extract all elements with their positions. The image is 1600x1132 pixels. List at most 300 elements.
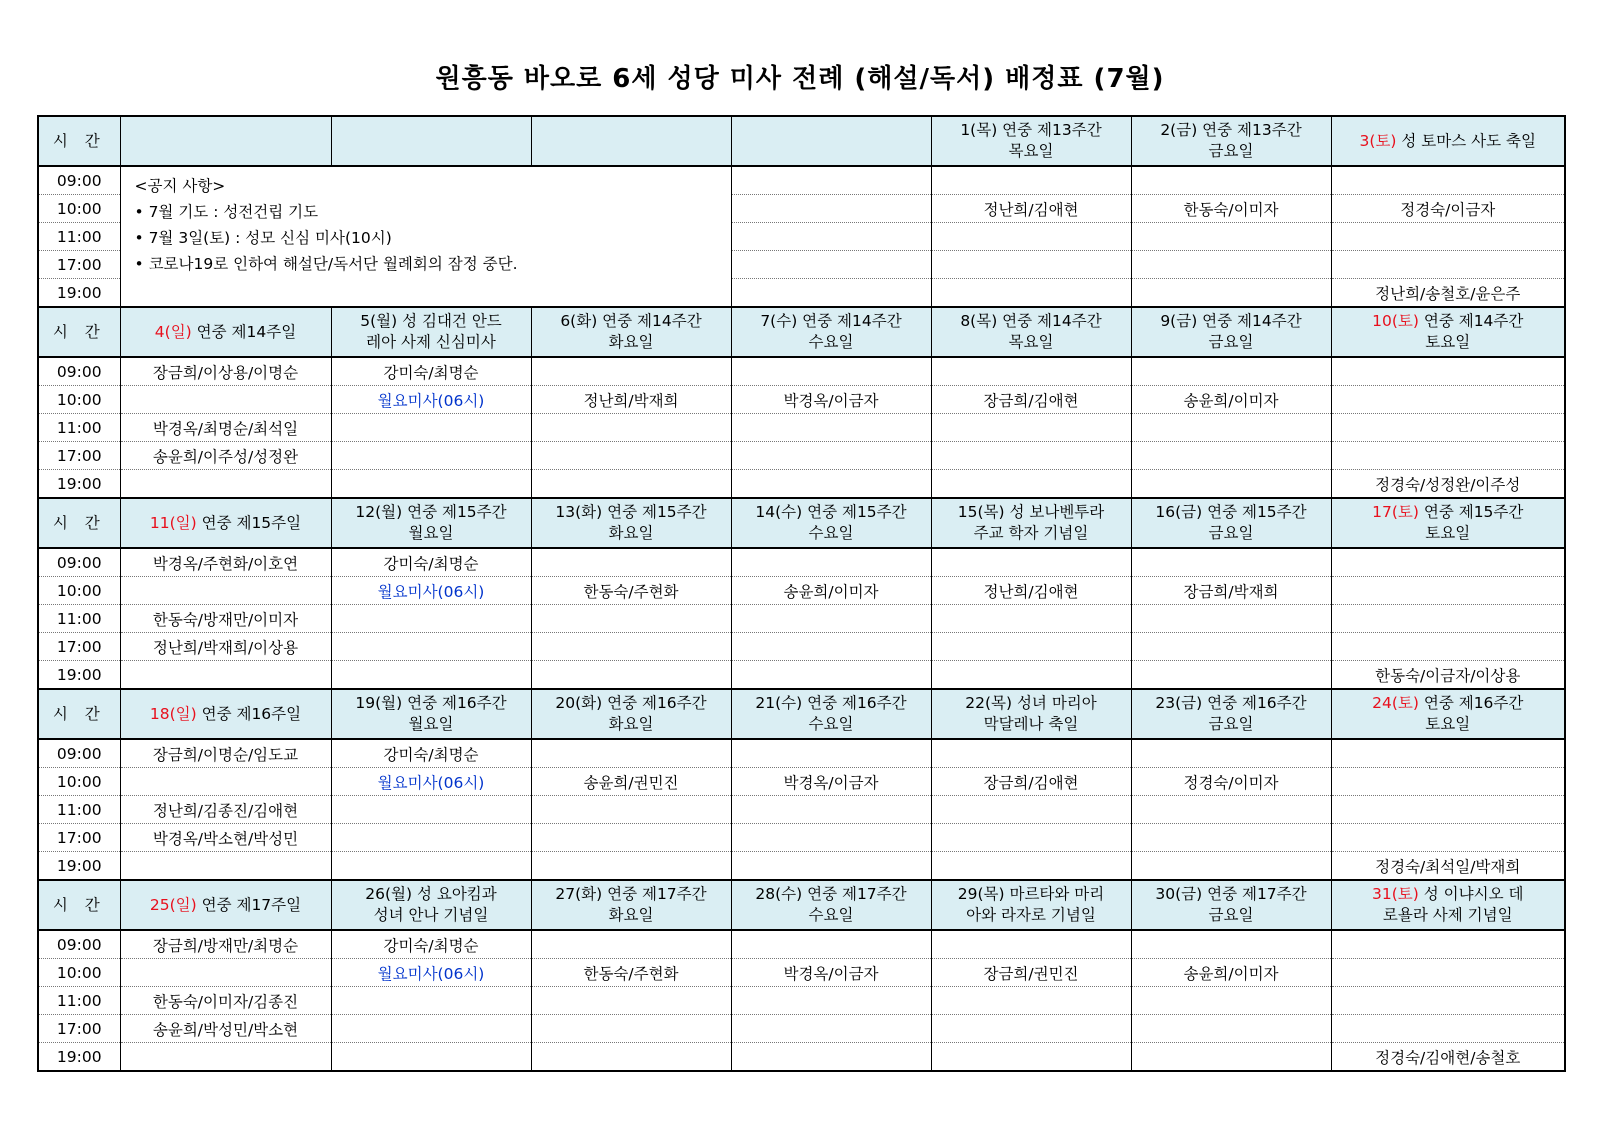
schedule-cell (120, 470, 331, 499)
schedule-cell (1331, 768, 1565, 796)
schedule-cell (931, 223, 1131, 251)
sunday-header (120, 880, 331, 930)
time-label: 09:00 (56, 553, 102, 572)
schedule-cell (331, 386, 531, 414)
sunday-date: 18(일) (149, 704, 197, 723)
time-label: 17:00 (56, 637, 102, 656)
schedule-cell (1331, 195, 1565, 223)
assignment: 장금희/김애현 (983, 391, 1079, 410)
header-line1: 5(월) 성 김대건 안드 (360, 312, 502, 330)
schedule-cell (531, 852, 731, 881)
time-label: 17:00 (56, 828, 102, 847)
schedule-cell (731, 470, 931, 499)
time-cell (38, 1043, 120, 1072)
assignment: 정난희/김애현 (983, 582, 1079, 601)
time-cell (38, 251, 120, 279)
schedule-cell (731, 930, 931, 959)
header-line2: 화요일 (608, 715, 654, 733)
header-line1: 26(월) 성 요아킴과 (365, 885, 497, 903)
schedule-cell (1331, 223, 1565, 251)
schedule-cell (931, 605, 1131, 633)
sunday-header (120, 307, 331, 357)
schedule-cell (1331, 987, 1565, 1015)
schedule-cell (931, 987, 1131, 1015)
assignment: 박경옥/주현화/이호연 (152, 554, 299, 573)
schedule-cell (531, 824, 731, 852)
schedule-cell (731, 386, 931, 414)
notice-item: • 코로나19로 인하여 해설단/독서단 월례회의 잠정 중단. (134, 255, 518, 273)
schedule-cell (531, 1043, 731, 1072)
schedule-cell (1131, 470, 1331, 499)
schedule-cell (120, 824, 331, 852)
schedule-cell (931, 470, 1131, 499)
header-line1: 29(목) 마르타와 마리 (957, 885, 1105, 903)
header-line2: 월요일 (408, 715, 454, 733)
time-label: 10:00 (56, 581, 102, 600)
saturday-date: 10(토) (1372, 312, 1419, 330)
sunday-title: 연중 제14주일 (191, 322, 297, 341)
saturday-header (1331, 116, 1565, 166)
assignment: 강미숙/최명순 (383, 363, 479, 382)
day-header (331, 498, 531, 548)
day-header (731, 689, 931, 739)
schedule-cell (1331, 386, 1565, 414)
schedule-cell (1331, 357, 1565, 386)
schedule-cell (931, 633, 1131, 661)
day-header (931, 689, 1131, 739)
schedule-cell (531, 414, 731, 442)
schedule-cell (1131, 930, 1331, 959)
schedule-cell (1331, 470, 1565, 499)
schedule-cell (1331, 824, 1565, 852)
schedule-cell (531, 930, 731, 959)
schedule-cell (331, 796, 531, 824)
schedule-cell (331, 470, 531, 499)
schedule-cell (1131, 796, 1331, 824)
time-cell (38, 852, 120, 881)
schedule-cell (1331, 739, 1565, 768)
schedule-cell (331, 739, 531, 768)
schedule-cell (120, 357, 331, 386)
header-line2: 수요일 (808, 715, 854, 733)
assignment: 한동숙/주현화 (583, 964, 679, 983)
schedule-cell (1131, 1015, 1331, 1043)
time-label: 17:00 (56, 1019, 102, 1038)
header-line2: 아와 라자로 기념일 (966, 906, 1096, 924)
schedule-cell (1131, 195, 1331, 223)
schedule-cell (1131, 605, 1331, 633)
time-label: 17:00 (56, 446, 102, 465)
schedule-cell (120, 633, 331, 661)
schedule-cell (531, 633, 731, 661)
schedule-cell (120, 987, 331, 1015)
schedule-cell (731, 166, 931, 195)
assignment: 정경숙/김애현/송철호 (1375, 1048, 1521, 1067)
assignment: 송윤희/이미자 (783, 582, 879, 601)
empty-header-cell (120, 116, 331, 166)
schedule-cell (531, 470, 731, 499)
schedule-cell (731, 357, 931, 386)
sunday-title: 연중 제15주일 (196, 513, 302, 532)
sunday-date: 4(일) (154, 322, 192, 341)
schedule-cell (731, 414, 931, 442)
schedule-cell (1131, 166, 1331, 195)
day-header (931, 307, 1131, 357)
header-line1: 15(목) 성 보나벤투라 (957, 503, 1105, 521)
schedule-cell (1331, 414, 1565, 442)
assignment: 정경숙/이금자 (1400, 200, 1496, 219)
assignment: 정난희/김애현 (983, 200, 1079, 219)
schedule-cell (120, 1043, 331, 1072)
header-line2: 화요일 (608, 524, 654, 542)
header-line1: 14(수) 연중 제15주간 (755, 503, 907, 521)
schedule-cell (120, 959, 331, 987)
header-line2: 로욜라 사제 기념일 (1382, 906, 1513, 924)
schedule-cell (120, 414, 331, 442)
schedule-cell (331, 357, 531, 386)
schedule-cell (931, 852, 1131, 881)
schedule-cell (1131, 577, 1331, 605)
header-line2: 금요일 (1208, 715, 1254, 733)
schedule-cell (931, 1043, 1131, 1072)
time-cell (38, 357, 120, 386)
notice-item: • 7월 3일(토) : 성모 신심 미사(10시) (134, 229, 392, 247)
header-line2: 금요일 (1208, 333, 1254, 351)
header-line2: 목요일 (1008, 333, 1054, 351)
time-header-label: 시 간 (52, 704, 106, 723)
schedule-cell (531, 577, 731, 605)
empty-header-cell (731, 116, 931, 166)
day-header (331, 689, 531, 739)
empty-header-cell (531, 116, 731, 166)
notice-item: • 7월 기도 : 성전건립 기도 (134, 203, 319, 221)
sunday-title: 연중 제16주일 (196, 704, 302, 723)
assignment: 박경옥/이금자 (783, 773, 879, 792)
header-line2: 목요일 (1008, 142, 1054, 160)
schedule-cell (931, 768, 1131, 796)
schedule-table (37, 115, 1566, 1072)
schedule-cell (1331, 442, 1565, 470)
schedule-cell (731, 768, 931, 796)
day-header (331, 307, 531, 357)
time-cell (38, 414, 120, 442)
assignment: 박경옥/이금자 (783, 964, 879, 983)
schedule-cell (331, 605, 531, 633)
assignment: 박경옥/이금자 (783, 391, 879, 410)
saturday-title: 연중 제16주간 (1418, 694, 1524, 712)
time-cell (38, 768, 120, 796)
sunday-date: 11(일) (149, 513, 197, 532)
assignment: 강미숙/최명순 (383, 936, 479, 955)
header-line2: 금요일 (1208, 906, 1254, 924)
schedule-cell (931, 661, 1131, 690)
header-line2: 화요일 (608, 333, 654, 351)
assignment: 장금희/권민진 (983, 964, 1079, 983)
header-line1: 1(목) 연중 제13주간 (960, 121, 1102, 139)
schedule-cell (1131, 548, 1331, 577)
header-line1: 23(금) 연중 제16주간 (1155, 694, 1307, 712)
time-cell (38, 796, 120, 824)
time-label: 11:00 (56, 609, 102, 628)
day-header (931, 880, 1131, 930)
schedule-cell (331, 633, 531, 661)
time-header (38, 307, 120, 357)
schedule-cell (531, 739, 731, 768)
time-header (38, 880, 120, 930)
schedule-cell (331, 1015, 531, 1043)
day-header (1131, 689, 1331, 739)
schedule-cell (731, 796, 931, 824)
assignment: 장금희/이명순/임도교 (152, 745, 299, 764)
schedule-cell (331, 930, 531, 959)
header-line1: 6(화) 연중 제14주간 (560, 312, 702, 330)
schedule-cell (931, 251, 1131, 279)
schedule-cell (331, 768, 531, 796)
assignment: 정난희/박재희/이상용 (152, 638, 299, 657)
schedule-cell (931, 796, 1131, 824)
time-cell (38, 1015, 120, 1043)
monday-mass-note: 월요미사(06시) (377, 964, 485, 983)
time-cell (38, 470, 120, 499)
schedule-cell (731, 251, 931, 279)
header-line2: 금요일 (1208, 524, 1254, 542)
header-line2: 금요일 (1208, 142, 1254, 160)
schedule-cell (1331, 852, 1565, 881)
header-line1: 13(화) 연중 제15주간 (555, 503, 707, 521)
schedule-cell (1331, 633, 1565, 661)
header-line1: 8(목) 연중 제14주간 (960, 312, 1102, 330)
schedule-cell (1131, 251, 1331, 279)
schedule-cell (1331, 796, 1565, 824)
sunday-header (120, 689, 331, 739)
schedule-cell (731, 739, 931, 768)
assignment: 송윤희/이주성/성정완 (152, 447, 299, 466)
schedule-cell (931, 357, 1131, 386)
schedule-cell (731, 1043, 931, 1072)
time-cell (38, 548, 120, 577)
schedule-cell (731, 605, 931, 633)
notice-heading: <공지 사항> (134, 177, 226, 195)
schedule-cell (931, 166, 1131, 195)
schedule-cell (1331, 577, 1565, 605)
assignment: 박경옥/최명순/최석일 (152, 419, 299, 438)
schedule-cell (731, 987, 931, 1015)
schedule-cell (1131, 824, 1331, 852)
day-header (1131, 307, 1331, 357)
schedule-cell (731, 279, 931, 308)
time-label: 19:00 (56, 474, 102, 493)
schedule-cell (731, 223, 931, 251)
schedule-cell (1131, 633, 1331, 661)
monday-mass-note: 월요미사(06시) (377, 773, 485, 792)
schedule-cell (120, 442, 331, 470)
schedule-cell (1131, 852, 1331, 881)
schedule-cell (731, 548, 931, 577)
header-line2: 월요일 (408, 524, 454, 542)
header-line1: 9(금) 연중 제14주간 (1160, 312, 1302, 330)
time-label: 19:00 (56, 665, 102, 684)
time-cell (38, 930, 120, 959)
monday-mass-note: 월요미사(06시) (377, 582, 485, 601)
schedule-cell (731, 442, 931, 470)
time-label: 10:00 (56, 772, 102, 791)
sunday-date: 25(일) (149, 895, 197, 914)
time-cell (38, 959, 120, 987)
schedule-cell (731, 824, 931, 852)
schedule-cell (931, 548, 1131, 577)
schedule-cell (531, 768, 731, 796)
schedule-cell (120, 768, 331, 796)
schedule-cell (1131, 279, 1331, 308)
schedule-cell (931, 577, 1131, 605)
time-cell (38, 605, 120, 633)
header-line1: 20(화) 연중 제16주간 (555, 694, 707, 712)
assignment: 한동숙/이미자/김종진 (152, 992, 299, 1011)
assignment: 정경숙/최석일/박재희 (1375, 857, 1521, 876)
schedule-cell (1131, 442, 1331, 470)
assignment: 장금희/이상용/이명순 (152, 363, 299, 382)
schedule-cell (531, 1015, 731, 1043)
assignment: 박경옥/박소현/박성민 (152, 829, 299, 848)
sunday-header (120, 498, 331, 548)
header-line2: 화요일 (608, 906, 654, 924)
schedule-cell (331, 852, 531, 881)
saturday-header (1331, 880, 1565, 930)
time-header-label: 시 간 (52, 895, 106, 914)
time-cell (38, 166, 120, 195)
schedule-cell (1331, 548, 1565, 577)
schedule-cell (531, 661, 731, 690)
schedule-cell (731, 1015, 931, 1043)
schedule-cell (731, 661, 931, 690)
schedule-cell (1131, 414, 1331, 442)
schedule-cell (120, 930, 331, 959)
header-line1: 2(금) 연중 제13주간 (1160, 121, 1302, 139)
time-cell (38, 661, 120, 690)
schedule-cell (931, 279, 1131, 308)
time-cell (38, 739, 120, 768)
time-cell (38, 633, 120, 661)
time-cell (38, 195, 120, 223)
schedule-cell (331, 661, 531, 690)
time-label: 09:00 (56, 744, 102, 763)
schedule-cell (120, 577, 331, 605)
day-header (731, 307, 931, 357)
empty-header-cell (331, 116, 531, 166)
assignment: 정난희/박재희 (583, 391, 679, 410)
schedule-cell (731, 959, 931, 987)
header-line1: 7(수) 연중 제14주간 (760, 312, 902, 330)
schedule-cell (1331, 959, 1565, 987)
schedule-cell (1131, 661, 1331, 690)
day-header (531, 498, 731, 548)
day-header (531, 689, 731, 739)
time-label: 10:00 (56, 199, 102, 218)
schedule-cell (331, 577, 531, 605)
schedule-cell (1331, 1015, 1565, 1043)
notice-box (120, 166, 731, 307)
assignment: 송윤희/이미자 (1183, 964, 1279, 983)
time-label: 09:00 (56, 362, 102, 381)
assignment: 한동숙/이미자 (1183, 200, 1279, 219)
schedule-cell (1331, 930, 1565, 959)
schedule-cell (331, 1043, 531, 1072)
assignment: 정경숙/성정완/이주성 (1375, 475, 1521, 494)
assignment: 정난희/김종진/김애현 (152, 801, 299, 820)
assignment: 정난희/송철호/윤은주 (1375, 284, 1521, 303)
time-label: 19:00 (56, 856, 102, 875)
schedule-cell (120, 852, 331, 881)
header-line1: 22(목) 성녀 마리아 (965, 694, 1097, 712)
schedule-cell (931, 1015, 1131, 1043)
time-label: 11:00 (56, 991, 102, 1010)
schedule-cell (120, 1015, 331, 1043)
time-label: 09:00 (56, 935, 102, 954)
time-label: 17:00 (56, 255, 102, 274)
schedule-cell (331, 442, 531, 470)
assignment: 강미숙/최명순 (383, 554, 479, 573)
time-label: 10:00 (56, 963, 102, 982)
schedule-cell (931, 824, 1131, 852)
schedule-cell (931, 195, 1131, 223)
schedule-cell (931, 959, 1131, 987)
schedule-cell (1131, 739, 1331, 768)
schedule-cell (331, 959, 531, 987)
saturday-date: 31(토) (1372, 885, 1419, 903)
time-cell (38, 987, 120, 1015)
sunday-title: 연중 제17주일 (196, 895, 302, 914)
day-header (1131, 498, 1331, 548)
schedule-cell (120, 661, 331, 690)
monday-mass-note: 월요미사(06시) (377, 391, 485, 410)
header-line1: 16(금) 연중 제15주간 (1155, 503, 1307, 521)
assignment: 강미숙/최명순 (383, 745, 479, 764)
time-cell (38, 824, 120, 852)
schedule-cell (120, 796, 331, 824)
day-header (531, 307, 731, 357)
saturday-title: 연중 제15주간 (1418, 503, 1524, 521)
schedule-cell (1331, 279, 1565, 308)
time-cell (38, 223, 120, 251)
time-header-label: 시 간 (52, 322, 106, 341)
day-header (331, 880, 531, 930)
schedule-cell (331, 414, 531, 442)
saturday-title: 성 이냐시오 데 (1418, 885, 1524, 903)
schedule-cell (1331, 251, 1565, 279)
time-label: 11:00 (56, 227, 102, 246)
assignment: 한동숙/주현화 (583, 582, 679, 601)
day-header (931, 116, 1131, 166)
assignment: 정경숙/이미자 (1183, 773, 1279, 792)
schedule-cell (331, 987, 531, 1015)
time-label: 10:00 (56, 390, 102, 409)
time-label: 19:00 (56, 283, 102, 302)
day-header (1131, 880, 1331, 930)
schedule-cell (731, 633, 931, 661)
schedule-cell (1131, 987, 1331, 1015)
schedule-cell (931, 414, 1131, 442)
time-header-label: 시 간 (52, 131, 106, 150)
assignment: 한동숙/방재만/이미자 (152, 610, 299, 629)
header-line2: 토요일 (1425, 333, 1471, 351)
schedule-cell (531, 442, 731, 470)
schedule-cell (1331, 166, 1565, 195)
schedule-cell (1331, 1043, 1565, 1072)
day-header (931, 498, 1131, 548)
schedule-cell (1131, 1043, 1331, 1072)
header-line2: 막달레나 축일 (983, 715, 1079, 733)
assignment: 장금희/박재희 (1183, 582, 1279, 601)
